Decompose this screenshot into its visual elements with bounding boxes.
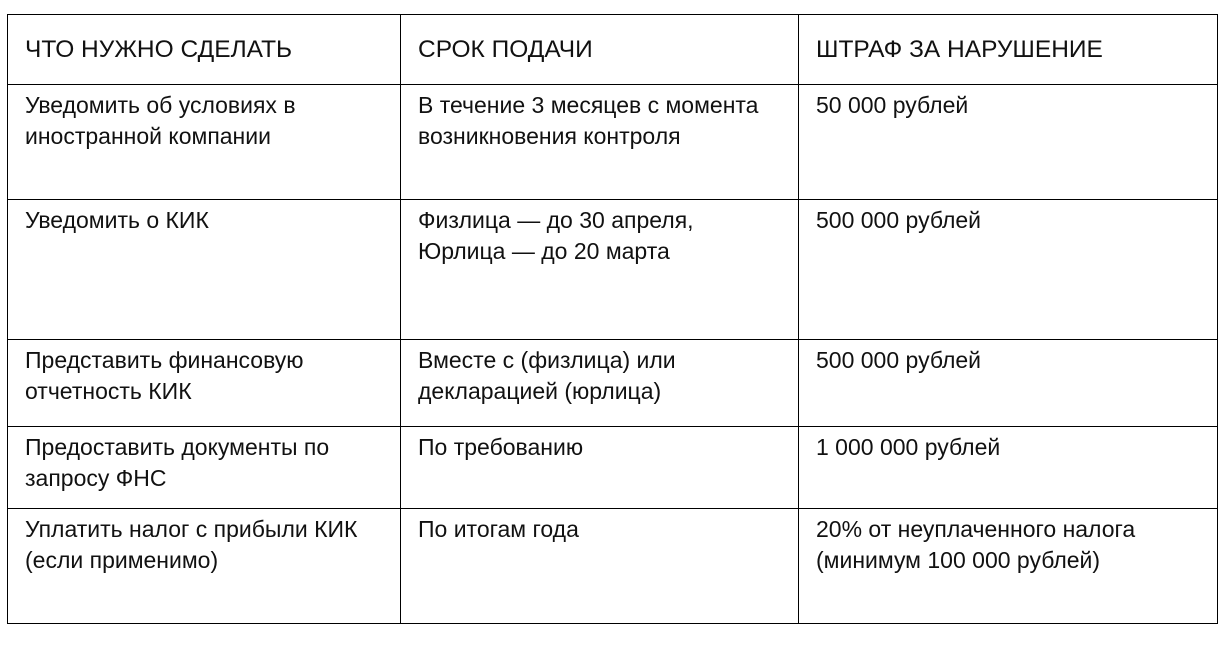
cell-action: Уплатить налог с прибыли КИК (если применимо): [8, 509, 401, 624]
cell-deadline: Физлица — до 30 апреля, Юрлица — до 20 марта: [401, 200, 799, 340]
obligations-table-container: [7, 14, 1217, 624]
table-row: [8, 340, 1218, 427]
cell-deadline: По требованию: [401, 427, 799, 509]
cell-penalty: 500 000 рублей: [799, 200, 1218, 340]
obligations-table: [7, 14, 1218, 624]
cell-action: Уведомить об условиях в иностранной компании: [8, 85, 401, 200]
table-row: [8, 509, 1218, 624]
cell-action: Уведомить о КИК: [8, 200, 401, 340]
cell-penalty: 500 000 рублей: [799, 340, 1218, 427]
cell-action: Предоставить документы по запросу ФНС: [8, 427, 401, 509]
cell-deadline: По итогам года: [401, 509, 799, 624]
header-what-to-do: ЧТО НУЖНО СДЕЛАТЬ: [8, 15, 401, 85]
table-header-row: [8, 15, 1218, 85]
cell-penalty: 20% от неуплаченного налога (минимум 100 000 рублей): [799, 509, 1218, 624]
table-row: [8, 427, 1218, 509]
header-penalty: ШТРАФ ЗА НАРУШЕНИЕ: [799, 15, 1218, 85]
cell-deadline: В течение 3 месяцев с момента возникновения контроля: [401, 85, 799, 200]
cell-penalty: 1 000 000 рублей: [799, 427, 1218, 509]
cell-deadline: Вместе с (физлица) или декларацией (юрлица): [401, 340, 799, 427]
cell-action: Представить финансовую отчетность КИК: [8, 340, 401, 427]
table-row: [8, 200, 1218, 340]
cell-penalty: 50 000 рублей: [799, 85, 1218, 200]
header-deadline: СРОК ПОДАЧИ: [401, 15, 799, 85]
table-row: [8, 85, 1218, 200]
